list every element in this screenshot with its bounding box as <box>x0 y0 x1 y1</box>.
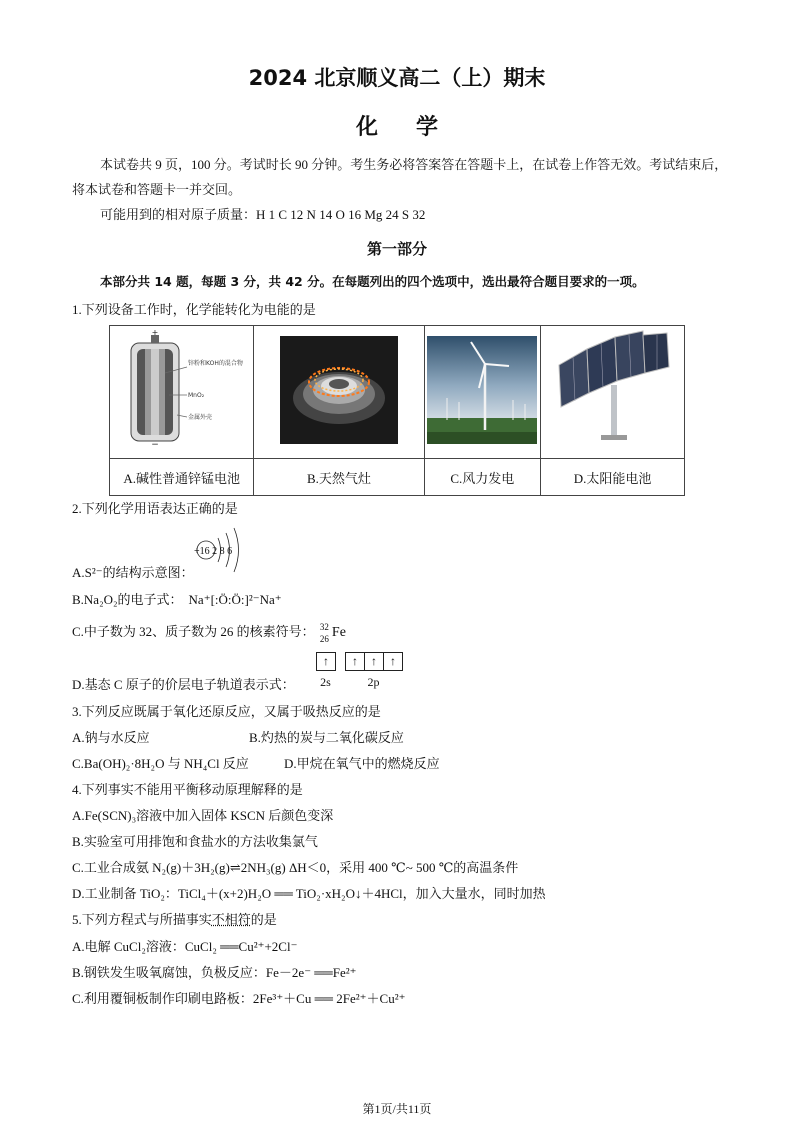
svg-text:−: − <box>150 439 159 450</box>
wind-turbine-icon <box>427 336 537 444</box>
q2-option-b-formula: Na⁺[:Ö:Ö:]²⁻Na⁺ <box>188 592 282 607</box>
instructions <box>72 152 732 227</box>
q2-option-c <box>72 622 346 643</box>
battery-label-shell: 金属外壳 <box>187 413 212 421</box>
q1-image-solar-panel <box>541 326 685 459</box>
q5-stem-pre: 5.下列方程式与所描事实 <box>72 912 212 927</box>
orbital-2p-label: 2p <box>367 675 380 689</box>
page-footer: 第1页/共11页 <box>362 1102 432 1116</box>
q2-option-b <box>72 590 282 610</box>
q3-option-c: C.Ba(OH)₂·8H₂O 与 NH₄Cl 反应 <box>72 756 249 771</box>
battery-diagram-icon <box>117 327 247 450</box>
q5-stem-post: 的是 <box>250 912 277 927</box>
orbital-2p-box-2: ↑ <box>364 652 384 671</box>
battery-label-mno2: MnO₂ <box>187 391 204 399</box>
q2-option-a: A.S²⁻的结构示意图： <box>72 565 194 580</box>
section-title: 第一部分 <box>366 240 427 258</box>
nuclide-element: Fe <box>331 625 346 641</box>
q1-option-c: C.风力发电 <box>424 459 541 496</box>
q3-option-d: D.甲烷在氧气中的燃烧反应 <box>284 756 440 771</box>
q4-option-d: D.工业制备 TiO₂：TiCl₄＋(x+2)H₂O ══ TiO₂·xH₂O↓＋4HCl，加入大量水，同时加热 <box>72 886 546 901</box>
q1-image-battery-cell <box>110 326 254 459</box>
q1-option-b: B.天然气灶 <box>254 459 424 496</box>
orbital-2s-label: 2s <box>320 675 331 689</box>
q1-stem: 1.下列设备工作时，化学能转化为电能的是 <box>72 302 316 317</box>
sulfide-diagram-label: +16 2 8 6 <box>194 546 233 557</box>
orbital-2p-box-3: ↑ <box>383 652 403 671</box>
gas-stove-icon <box>280 336 398 444</box>
instructions-line1: 本试卷共 9 页，100 分。考试时长 90 分钟。考生务必将答案答在答题卡上，在试卷上作答无效。考试结束后，将本试卷和答题卡一并交回。 <box>72 157 728 197</box>
q3-option-b: B.灼热的炭与二氧化碳反应 <box>249 730 404 745</box>
orbital-2p-group <box>345 652 402 690</box>
q1-option-d: D.太阳能电池 <box>541 459 685 496</box>
nuclide-symbol <box>318 623 346 643</box>
q2-option-d: D.基态 C 原子的价层电子轨道表示式： <box>72 677 295 692</box>
q5-stem <box>72 910 277 930</box>
page-title: 2024 北京顺义高二（上）期末 <box>248 66 546 90</box>
q5-option-a: A.电解 CuCl₂溶液：CuCl₂ ══Cu²⁺+2Cl⁻ <box>72 939 298 954</box>
q4-stem: 4.下列事实不能用平衡移动原理解释的是 <box>72 782 303 797</box>
q1-option-a: A.碱性普通锌锰电池 <box>110 459 254 496</box>
battery-label-zinc: 锌粉和KOH的混合物 <box>187 359 243 367</box>
solar-panel-icon <box>553 335 673 445</box>
nuclide-mass-number: 32 <box>319 622 329 633</box>
section-description: 本部分共 14 题，每题 3 分，共 42 分。在每题列出的四个选项中，选出最符合题目要求的一项。 <box>100 274 645 289</box>
q2-option-b-text: B.Na₂O₂的电子式： <box>72 592 183 607</box>
q5-option-c: C.利用覆铜板制作印刷电路板：2Fe³⁺＋Cu ══ 2Fe²⁺＋Cu²⁺ <box>72 991 406 1006</box>
q2-option-c-text: C.中子数为 32、质子数为 26 的核素符号： <box>72 624 315 639</box>
q5-stem-emphasis: 不相符 <box>211 912 251 927</box>
q4-option-c: C.工业合成氨 N₂(g)＋3H₂(g)⇌2NH₃(g) ΔH＜0，采用 400 ℃~ 500 ℃的高温条件 <box>72 860 519 875</box>
instructions-line2: 可能用到的相对原子质量：H 1 C 12 N 14 O 16 Mg 24 S 32 <box>100 207 426 222</box>
q3-option-a: A.钠与水反应 <box>72 730 150 745</box>
q4-option-a: A.Fe(SCN)₃溶液中加入固体 KSCN 后颜色变深 <box>72 808 334 823</box>
q2-stem: 2.下列化学用语表达正确的是 <box>72 501 238 516</box>
orbital-2p-box-1: ↑ <box>345 652 365 671</box>
orbital-2s-group <box>316 652 335 690</box>
q5-option-b: B.钢铁发生吸氧腐蚀，负极反应：Fe－2e⁻ ══Fe²⁺ <box>72 965 357 980</box>
q1-image-wind-power <box>424 326 541 459</box>
svg-text:+: + <box>151 327 158 337</box>
q1-options-table <box>109 325 685 496</box>
q1-image-gas-stove <box>254 326 424 459</box>
subject-title: 化学 <box>355 115 476 140</box>
nuclide-atomic-number: 26 <box>319 634 329 645</box>
orbital-2s-box: ↑ <box>316 652 336 671</box>
q3-stem: 3.下列反应既属于氧化还原反应，又属于吸热反应的是 <box>72 704 381 719</box>
q4-option-b: B.实验室可用排饱和食盐水的方法收集氯气 <box>72 834 318 849</box>
sulfide-structure-diagram <box>192 526 252 574</box>
